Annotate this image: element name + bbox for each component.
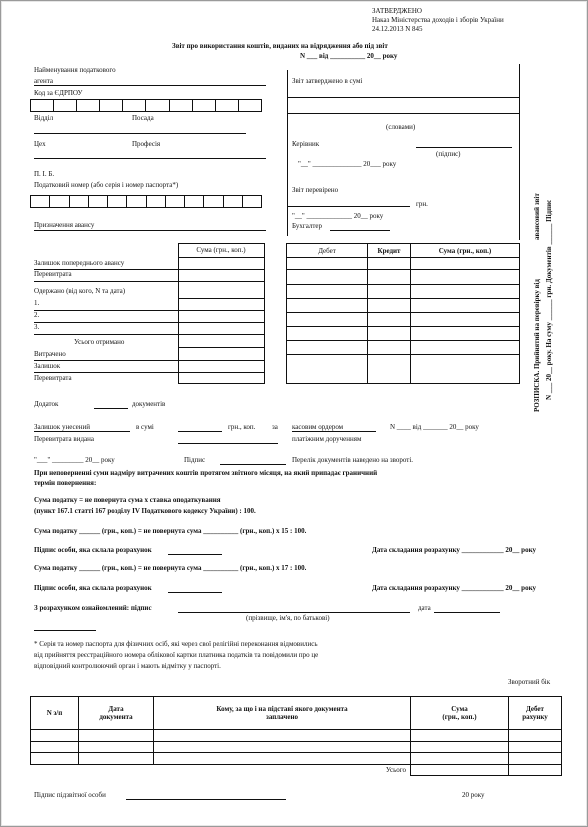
head-signature-hint: (підпис) [436, 150, 461, 158]
balance-row-label: Витрачено [34, 350, 66, 358]
checked-label: Звіт перевірено [292, 186, 339, 194]
cash-order-number[interactable]: N ____ від _______ 20__ року [390, 423, 479, 431]
remainder-sum-line[interactable] [178, 431, 222, 432]
reverse-side-label: Зворотний бік [508, 678, 551, 686]
pib-label: П. І. Б. [34, 170, 55, 178]
pib-hint: (прізвище, ім'я, по батькові) [246, 614, 330, 622]
balance-row-label: Усього отримано [74, 338, 125, 346]
docs-col-date: Дата документа [79, 697, 154, 730]
footnote-separator [34, 630, 96, 631]
cash-order-label: касовим ордером [292, 423, 344, 431]
non-return-text: При неповерненні суми надміру витрачених коштів протягом звітного місяця, на який припадає граничний [34, 469, 378, 477]
payment-order-label: платіжним дорученням [292, 435, 362, 443]
table-row[interactable] [31, 753, 562, 764]
tax-15-line[interactable]: Сума податку ______ (грн., коп.) = не повернута сума __________ (грн., коп.) х 15 : 100. [34, 527, 307, 535]
approved-date-line[interactable]: "__" ______________ 20___ року [298, 160, 397, 168]
footer-signer-line[interactable] [126, 799, 286, 800]
appendix-label: Додаток [34, 400, 59, 408]
edrpou-label: Код за ЄДРПОУ [34, 89, 83, 97]
signature-line[interactable] [220, 464, 286, 465]
balance-row-label: Перевитрата [34, 374, 72, 382]
balance-sum-header: Сума (грн., коп.) [196, 246, 246, 254]
footnote-3: відповідний контролюючий орган і мають відмітку у паспорті. [34, 662, 221, 670]
tax-formula-2: (пункт 167.1 статті 167 розділу IV Податкового кодексу України) : 100. [34, 507, 256, 515]
approved-sum-label: Звіт затверджено в сумі [292, 77, 363, 85]
report-number: N ___ від __________ 20__ року [300, 52, 398, 60]
edrpou-boxes[interactable] [30, 99, 262, 112]
right-divider-top [519, 64, 520, 240]
balance-sum-column [178, 243, 265, 384]
balance-row-label: 1. [34, 299, 40, 307]
documents-label: документів [132, 400, 166, 408]
checked-date-line[interactable]: "__" _____________ 20__ року [292, 212, 384, 220]
balance-row-label: Залишок попереднього авансу [34, 259, 125, 267]
footer-year: 20 року [462, 791, 485, 799]
middle-divider [287, 70, 288, 236]
approved-sum-line-1[interactable] [288, 97, 519, 98]
balance-row-line [34, 360, 265, 361]
table-row[interactable] [31, 730, 562, 741]
acquainted-label: З розрахунком ознайомлений: підпис [34, 604, 152, 612]
department-label: Відділ [34, 114, 54, 122]
signature-label: Підпис [184, 456, 206, 464]
calc-date-1[interactable]: Дата складання розрахунку ____________ 20__ року [372, 546, 536, 554]
entry-sum-header: Сума (грн., коп.) [411, 244, 520, 258]
cash-order-line[interactable] [292, 431, 376, 432]
balance-row-label: Залишок [34, 362, 61, 370]
tax-formula-1: Сума податку = не повернута сума х ставка оподаткування [34, 496, 221, 504]
footnote-1: * Серія та номер паспорта для фізичних осіб, які через свої релігійні переконання відмовились [34, 640, 318, 648]
uah-kop-label: грн., коп. [228, 423, 256, 431]
documents-table[interactable] [30, 696, 562, 776]
entry-debit-header: Дебет [287, 244, 368, 258]
balance-row-line [34, 281, 265, 282]
calc-date-2[interactable]: Дата складання розрахунку ____________ 20__ року [372, 584, 536, 592]
accountant-line[interactable] [330, 230, 390, 231]
docs-col-debit: Дебет рахунку [509, 697, 562, 730]
position-label: Посада [132, 114, 154, 122]
balance-row-label: 2. [34, 311, 40, 319]
docs-col-sum: Сума (грн., коп.) [411, 697, 509, 730]
agent-label: Найменування податкового [34, 66, 116, 74]
overspend-line[interactable] [178, 443, 278, 444]
tax-number-boxes[interactable] [30, 195, 262, 208]
entry-table[interactable] [286, 243, 520, 384]
docs-col-no: N з/п [31, 697, 79, 730]
remainder-line[interactable] [34, 431, 130, 432]
table-row[interactable] [31, 741, 562, 752]
signer-label-2: Підпис особи, яка склала розрахунок [34, 584, 152, 592]
receipt-line-3: N ___ 20__ року. На суму ______ грн. Документів ______ Підпис [545, 199, 553, 400]
tax-number-label: Податковий номер (або серія і номер паспорта*) [34, 181, 179, 189]
remainder-label: Залишок унесений [34, 423, 91, 431]
checked-uah-label: грн. [416, 200, 428, 208]
head-signature-line[interactable] [416, 147, 512, 148]
in-sum-label: в сумі [136, 423, 154, 431]
acquainted-date-line[interactable] [434, 612, 500, 613]
doc-list-note: Перелік документів наведено на звороті. [292, 456, 414, 464]
table-row[interactable] [31, 764, 562, 775]
approval-title: ЗАТВЕРДЖЕНО [372, 7, 422, 15]
balance-row-line [34, 322, 265, 323]
bottom-date-line[interactable]: "___" _________ 20__ року [34, 456, 115, 464]
signer-label-1: Підпис особи, яка склала розрахунок [34, 546, 152, 554]
docs-total-label: Усього [154, 764, 411, 775]
agent-line[interactable] [34, 85, 266, 86]
accountant-label: Бухгалтер [292, 222, 323, 230]
profession-label: Професія [132, 140, 161, 148]
balance-row-line [178, 347, 265, 348]
footer-signer-label: Підпис підзвітної особи [34, 791, 106, 799]
approval-order: Наказ Міністерства доходів і зборів України [372, 16, 504, 24]
department-line[interactable] [34, 133, 246, 134]
by-label: за [272, 423, 278, 431]
entry-credit-header: Кредит [368, 244, 411, 258]
acquainted-line[interactable] [178, 612, 410, 613]
advance-purpose-line[interactable] [34, 230, 266, 231]
balance-row-line [34, 334, 265, 335]
approved-sum-line-2[interactable] [288, 113, 519, 114]
overspend-label: Перевитрата видана [34, 435, 94, 443]
balance-row-label: Одержано (від кого, N та дата) [34, 287, 126, 295]
tax-17-line[interactable]: Сума податку ______ (грн., коп.) = не повернута сума __________ (грн., коп.) х 17 : 100. [34, 564, 307, 572]
signer-line-2[interactable] [168, 592, 222, 593]
balance-row-line [34, 372, 265, 373]
agent-label-2: агента [34, 77, 53, 85]
non-return-text-2: термін повернення: [34, 479, 97, 487]
docs-col-desc: Кому, за що і на підставі якого документа заплачено [154, 697, 411, 730]
approval-date: 24.12.2013 N 845 [372, 25, 423, 33]
date-word: дата [418, 604, 431, 612]
receipt-line-2: авансовий звіт [533, 193, 541, 240]
balance-row-label: 3. [34, 323, 40, 331]
checked-sum-line[interactable] [288, 206, 410, 207]
footnote-2: від прийняття реєстраційного номера облікової картки платника податків та повідомили про це [34, 651, 319, 659]
advance-purpose-label: Призначення авансу [34, 221, 95, 229]
balance-row-line [178, 257, 265, 258]
signer-line-1[interactable] [168, 554, 222, 555]
in-words-label: (словами) [386, 123, 416, 131]
report-title: Звіт про використання коштів, виданих на відрядження або під звіт [172, 42, 388, 50]
receipt-line-1: РОЗПИСКА. Прийнятий на перевірку від [533, 279, 541, 412]
balance-row-line [178, 298, 265, 299]
balance-row-line [34, 310, 265, 311]
appendix-count-line[interactable] [94, 408, 128, 409]
balance-row-label: Перевитрата [34, 270, 72, 278]
shop-label: Цех [34, 140, 46, 148]
head-label: Керівник [292, 140, 320, 148]
shop-line[interactable] [34, 158, 266, 159]
